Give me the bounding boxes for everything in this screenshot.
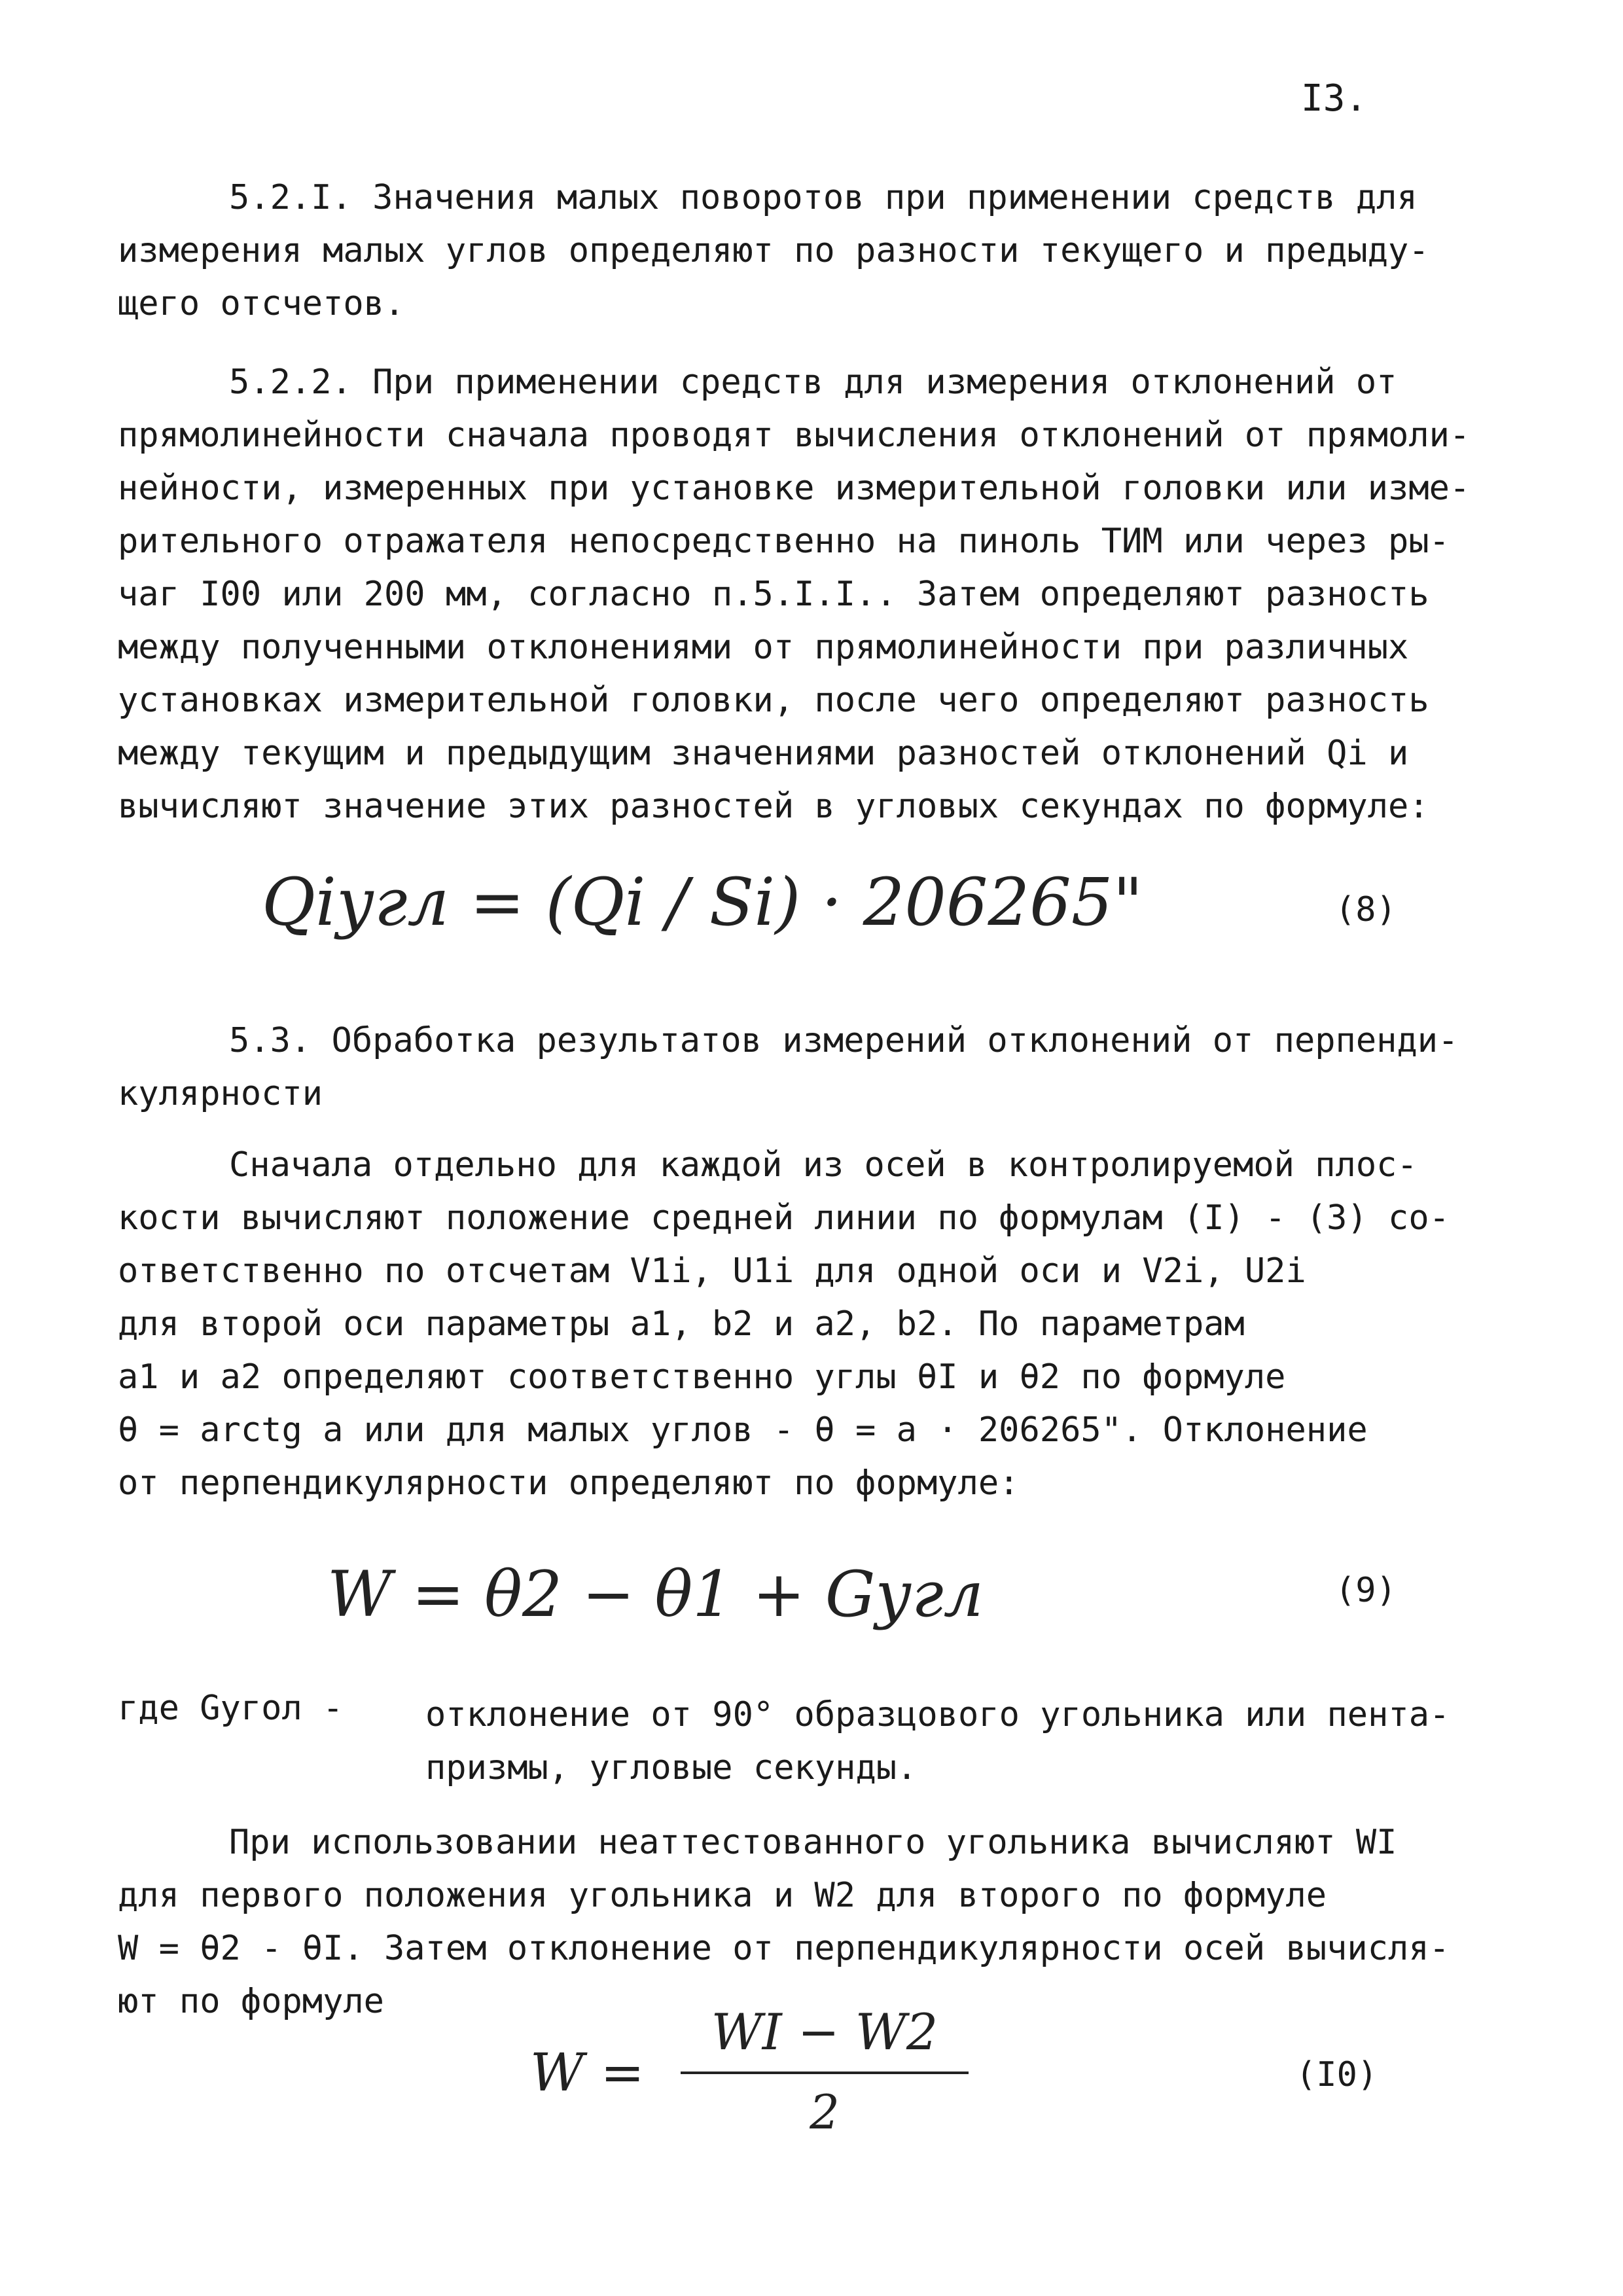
page-number: I3. — [1301, 77, 1368, 120]
paragraph-5-3-body: Сначала отдельно для каждой из осей в контролируемой плос- кости вычисляют положение средней линии по формулам (I) - (3) со- ответственно по отсчетам V1i, U1i для одной оси и V2i, U2i для второй оси параметры a1, b2 и a2, b2. По параметрам a1 и a2 определяют соответственно углы θI и θ2 по формуле θ = arctg a или для малых углов - θ = a · 206265". Отклонение от перпендикулярности определяют по формуле: — [118, 1145, 1450, 1503]
equation-number-8: (8) — [1335, 890, 1397, 929]
formula-10-lhs: W = — [530, 2042, 645, 2103]
formula-10-denominator: 2 — [810, 2085, 840, 2140]
formula-8: Qiугл = (Qi / Si) · 206265" — [262, 864, 1143, 941]
paragraph-5-2-1: 5.2.I. Значения малых поворотов при применении средств для измерения малых углов определяют по разности текущего и предыду- щего отсчетов. — [118, 178, 1429, 323]
where-label: где Gугол - — [118, 1689, 344, 1728]
paragraph-last: При использовании неаттестованного угольника вычисляют WI для первого положения угольника и W2 для второго по формуле W = θ2 - θI. Затем отклонение от перпендикулярности осей вычисля- ют по формуле — [118, 1823, 1450, 2021]
equation-number-9: (9) — [1335, 1571, 1397, 1610]
paragraph-5-2-2: 5.2.2. При применении средств для измерения отклонений от прямолинейности сначала проводят вычисления отклонений от прямоли- нейности, измеренных при установке измерительной головки или изме- рительного отражателя непосредственно на пиноль ТИМ или через ры- чаг I00 или 200 мм, согласно п.5.I.I.. Затем определяют разность между полученными отклонениями от прямолинейности при различных установках измерительной головки, после чего определяют разность между текущим и предыдущим значениями разностей отклонений Qi и вычисляют значение этих разностей в угловых секундах по формуле: — [118, 363, 1471, 826]
formula-9: W = θ2 − θ1 + Gугл — [327, 1558, 984, 1631]
fraction-line — [681, 2072, 969, 2074]
formula-10-numerator: WI − W2 — [711, 2003, 938, 2061]
section-5-3-heading: 5.3. Обработка результатов измерений отклонений от перпенди- кулярности — [118, 1021, 1459, 1113]
equation-number-10: (I0) — [1296, 2055, 1378, 2094]
where-definition: отклонение от 90° образцового угольника или пента- призмы, угловые секунды. — [425, 1695, 1450, 1787]
